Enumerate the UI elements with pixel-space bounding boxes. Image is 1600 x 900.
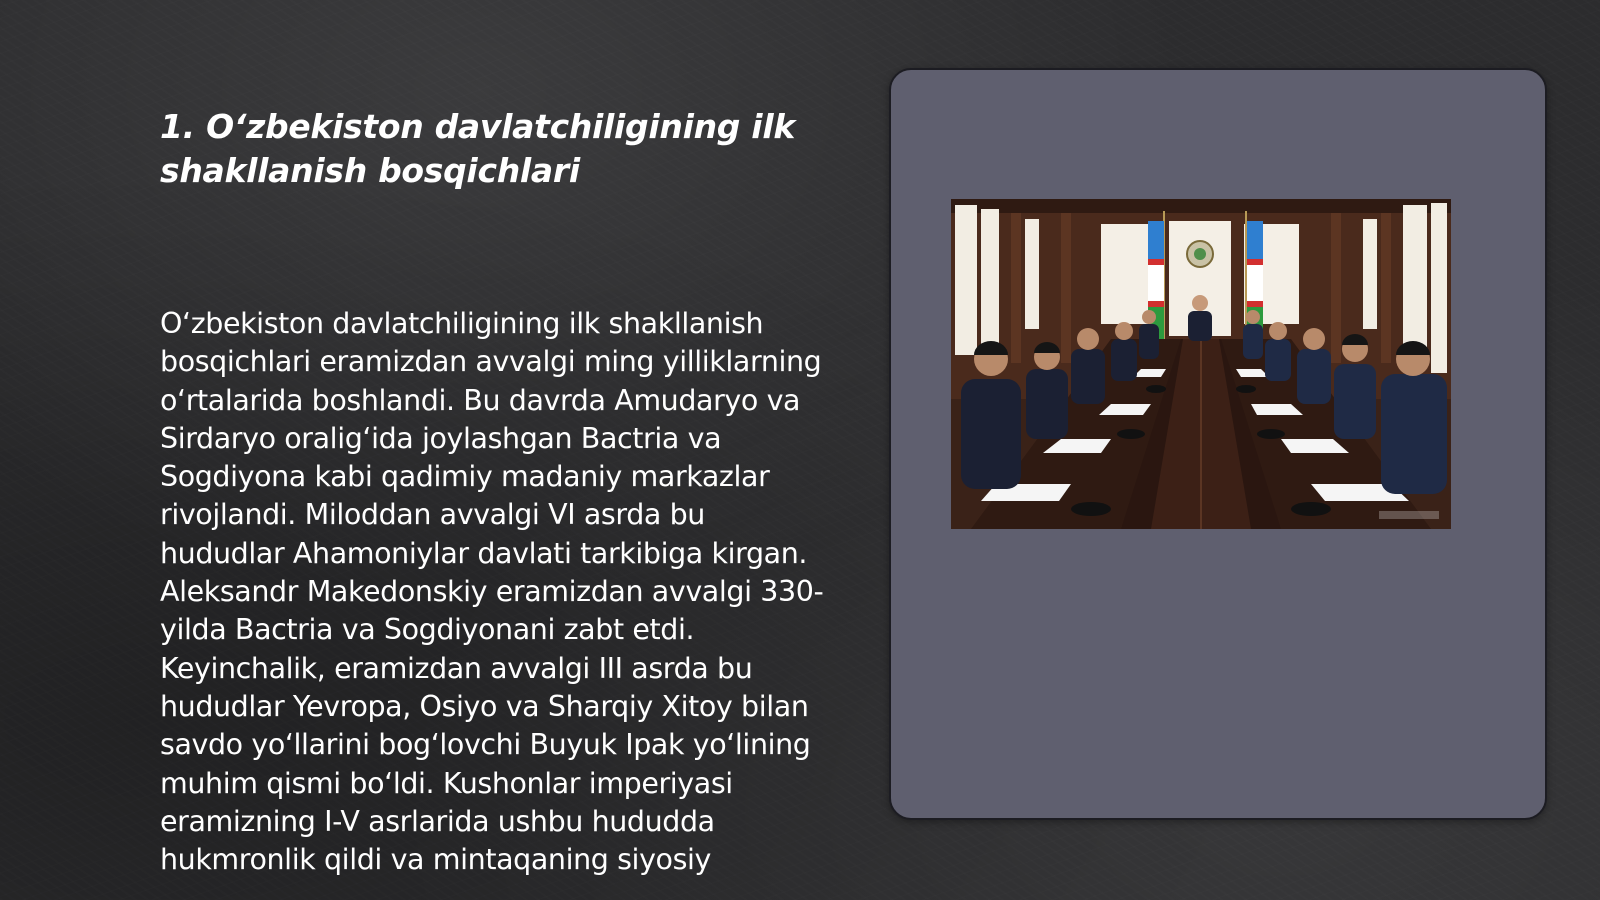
slide-body-text: O‘zbekiston davlatchiligining ilk shakllanish bosqichlari eramizdan avvalgi ming yilliklarning o‘rtalarida boshlandi. Bu davrda Amudaryo va Sirdaryo oralig‘ida joylashgan Bactria va Sogdiyona kabi qadimiy madaniy markazlar rivojlandi. Miloddan avvalgi VI asrda bu hududlar Ahamoniylar davlati tarkibiga kirgan. Aleksandr Makedonskiy eramizdan avvalgi 330-yilda Bactria va Sogdiyonani zabt etdi. Keyinchalik, eramizdan avvalgi III asrda bu hududlar Yevropa, Osiyo va Sharqiy Xitoy bilan savdo yo‘llarini bog‘lovchi Buyuk Ipak yo‘lining muhim qismi bo‘ldi. Kushonlar imperiyasi eramizning I-V asrlarida ushbu hududda hukmronlik qildi va mintaqaning siyosiy	[160, 307, 824, 877]
image-panel	[889, 68, 1547, 820]
slide-title: 1. O‘zbekiston davlatchiligining ilk shakllanish bosqichlari	[160, 107, 795, 190]
meeting-photo	[951, 199, 1451, 529]
